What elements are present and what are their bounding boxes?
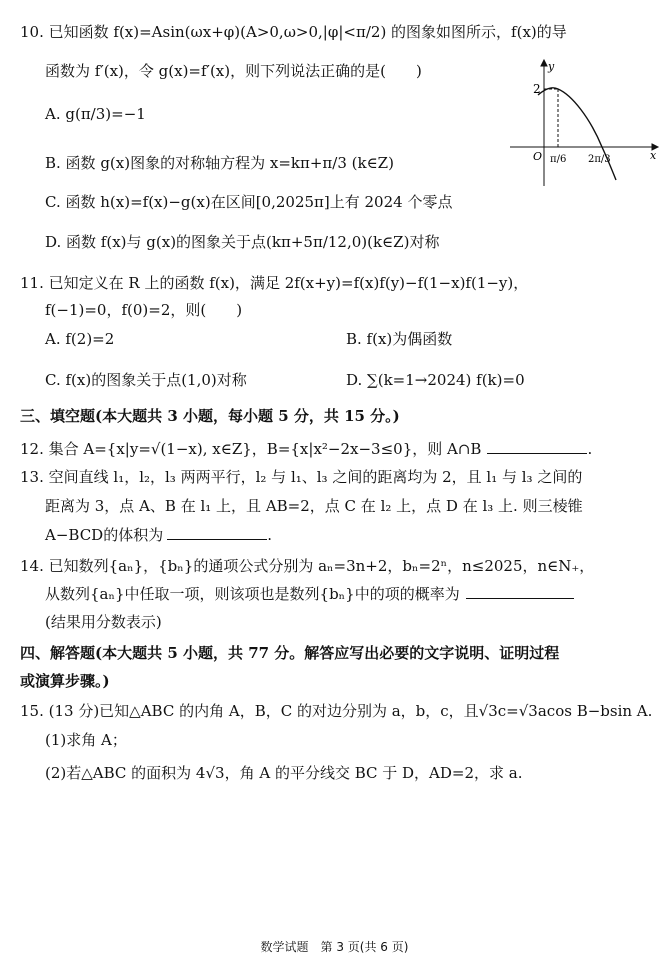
x-tick-pi-6: π/6 xyxy=(550,154,567,165)
q10-line2: 函数为 f′(x)，令 g(x)=f′(x)，则下列说法正确的是( ) xyxy=(45,62,422,80)
q10-line1: 10. 已知函数 f(x)=Asin(ωx+φ)(A>0,ω>0,|φ|<π/2) 的图象如图所示，f(x)的导 xyxy=(20,23,567,41)
q11-option-c: C. f(x)的图象关于点(1,0)对称 xyxy=(45,371,247,389)
q12-answer-blank[interactable] xyxy=(487,438,587,454)
function-graph xyxy=(500,58,660,188)
y-axis-label: y xyxy=(548,60,555,73)
q10-option-c: C. 函数 h(x)=f(x)−g(x)在区间[0,2025π]上有 2024 个零点 xyxy=(45,193,453,211)
q11-option-d: D. ∑(k=1→2024) f(k)=0 xyxy=(346,371,525,389)
q12-period: . xyxy=(587,440,593,458)
q15-line1: 15. (13 分)已知△ABC 的内角 A，B，C 的对边分别为 a，b，c，且√3c=√3acos B−bsin A. xyxy=(20,702,653,720)
q13-line2: 距离为 3，点 A、B 在 l₁ 上，且 AB=2，点 C 在 l₂ 上，点 D 在 l₃ 上. 则三棱锥 xyxy=(45,497,583,515)
x-axis-label: x xyxy=(650,149,657,162)
page-footer: 数学试题 第 3 页(共 6 页) xyxy=(260,940,409,954)
q12-text: 12. 集合 A={x|y=√(1−x), x∈Z}，B={x|x²−2x−3≤0}，则 A∩B xyxy=(20,440,482,458)
section-3-heading: 三、填空题(本大题共 3 小题，每小题 5 分，共 15 分。) xyxy=(20,407,400,425)
q14-line1: 14. 已知数列{aₙ}，{bₙ}的通项公式分别为 aₙ=3n+2，bₙ=2ⁿ，n≤2025，n∈N₊， xyxy=(20,557,595,575)
q12-line xyxy=(20,438,592,460)
section-4-heading-line2: 或演算步骤。) xyxy=(20,672,110,690)
q11-line2: f(−1)=0，f(0)=2，则( ) xyxy=(45,301,243,319)
q10-option-b: B. 函数 g(x)图象的对称轴方程为 x=kπ+π/3 (k∈Z) xyxy=(45,154,394,172)
q13-line1: 13. 空间直线 l₁，l₂，l₃ 两两平行，l₂ 与 l₁、l₃ 之间的距离均为 2，且 l₁ 与 l₃ 之间的 xyxy=(20,468,583,486)
sine-curve xyxy=(538,88,616,180)
q11-option-b: B. f(x)为偶函数 xyxy=(346,330,453,348)
q15-part1: (1)求角 A； xyxy=(45,731,127,749)
q10-option-a: A. g(π/3)=−1 xyxy=(45,105,146,123)
q11-option-a: A. f(2)=2 xyxy=(45,330,115,348)
section-4-heading-line1: 四、解答题(本大题共 5 小题，共 77 分。解答应写出必要的文字说明、证明过程 xyxy=(20,644,560,662)
q14-text: 从数列{aₙ}中任取一项，则该项也是数列{bₙ}中的项的概率为 xyxy=(45,585,460,603)
y-axis-arrow xyxy=(541,60,547,66)
q14-line3: (结果用分数表示) xyxy=(45,613,162,631)
q13-period: . xyxy=(267,526,272,544)
q13-line3 xyxy=(45,524,272,546)
q10-option-d: D. 函数 f(x)与 g(x)的图象关于点(kπ+5π/12,0)(k∈Z)对称 xyxy=(45,233,440,251)
q14-line2 xyxy=(45,583,574,605)
q11-line1: 11. 已知定义在 R 上的函数 f(x)，满足 2f(x+y)=f(x)f(y)−f(1−x)f(1−y)， xyxy=(20,274,529,292)
y-tick-label: 2 xyxy=(533,82,541,96)
q13-text: A−BCD的体积为 xyxy=(45,526,164,544)
q15-part2: (2)若△ABC 的面积为 4√3，角 A 的平分线交 BC 于 D，AD=2，求 a. xyxy=(45,764,523,782)
origin-label: O xyxy=(533,150,543,163)
q13-answer-blank[interactable] xyxy=(167,524,267,540)
q14-answer-blank[interactable] xyxy=(466,583,574,599)
x-tick-2pi-3: 2π/3 xyxy=(588,154,611,165)
